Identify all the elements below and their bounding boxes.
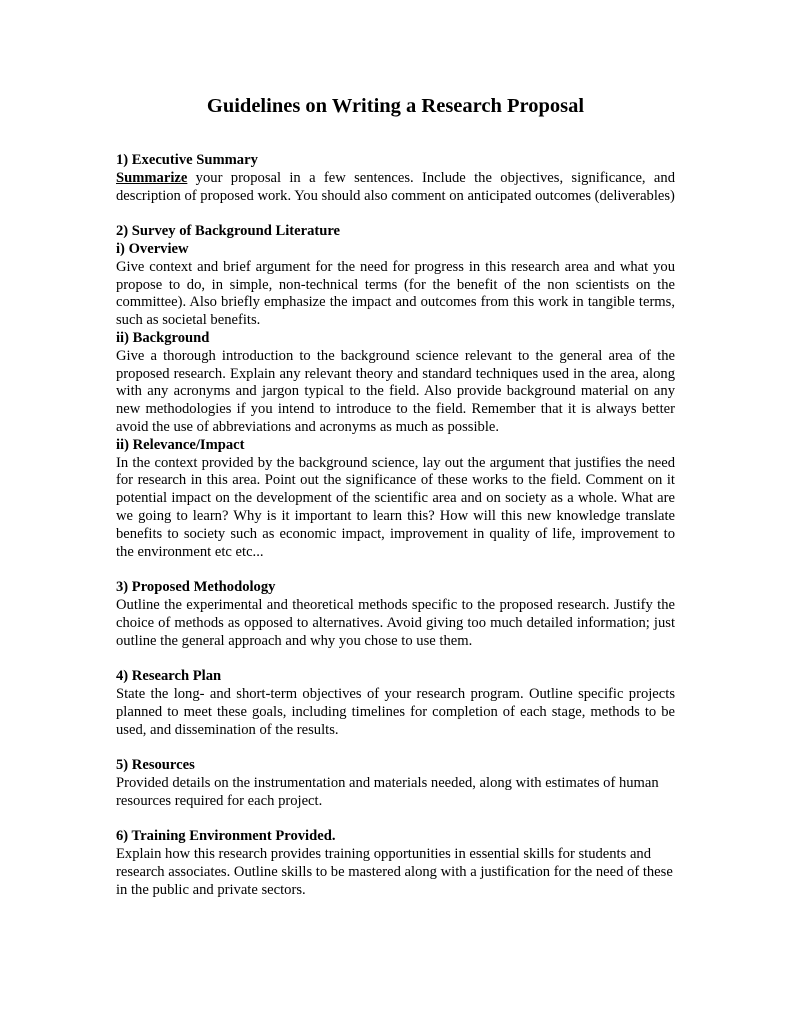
subsection-heading-relevance: ii) Relevance/Impact xyxy=(116,436,245,453)
subsection-text-overview: Give context and brief argument for the need for progress in this research area and what you propose to do, in simple, non-technical terms (for the benefit of the non scientists on the committee). Also briefly emphasize the impact and outcomes from this work in tangible terms, such as societal benefits. xyxy=(116,258,675,329)
section-heading: 5) Resources xyxy=(116,757,195,774)
subsection-heading-overview: i) Overview xyxy=(116,240,189,257)
section-text xyxy=(116,170,675,206)
section-heading: 6) Training Environment Provided. xyxy=(116,828,336,845)
emphasized-word: Summarize xyxy=(116,169,188,186)
section-training xyxy=(116,828,675,899)
subsection-heading-background: ii) Background xyxy=(116,329,210,346)
section-text-rest: your proposal in a few sentences. Include the objectives, significance, and description of proposed work. You should also comment on anticipated outcomes (deliverables) xyxy=(116,169,675,204)
section-heading: 2) Survey of Background Literature xyxy=(116,223,341,240)
document-body xyxy=(116,152,675,899)
section-text: Explain how this research provides training opportunities in essential skills for students and research associates. Outline skills to be mastered along with a justification for the need of these in the public and private sectors. xyxy=(116,846,673,898)
section-resources xyxy=(116,757,675,810)
section-heading: 3) Proposed Methodology xyxy=(116,579,276,596)
section-research-plan xyxy=(116,668,675,739)
section-text: Outline the experimental and theoretical methods specific to the proposed research. Justify the choice of methods as opposed to alternatives. Avoid giving too much detailed information; just outline the general approach and why you chose to use them. xyxy=(116,596,675,649)
section-background-literature xyxy=(116,223,675,561)
section-text: Provided details on the instrumentation and materials needed, along with estimates of human resources required for each project. xyxy=(116,774,659,809)
subsection-text-background: Give a thorough introduction to the background science relevant to the general area of the proposed research. Explain any relevant theory and standard techniques used in the area, along with any acronyms and jargon typical to the field. Also provide background material on any new methodologies if you intend to introduce to the field. Remember that it is always better avoid the use of abbreviations and acronyms as much as possible. xyxy=(116,347,675,435)
section-heading: 4) Research Plan xyxy=(116,668,222,685)
subsection-text-relevance: In the context provided by the background science, lay out the argument that justifies the need for research in this area. Point out the significance of these works to the field. Comment on it potential impact on the development of the scientific area and on society as a whole. What are we going to learn? Why is it important to learn this? How will this new knowledge translate benefits to society such as economic impact, improvement in quality of life, improvement to the environment etc etc... xyxy=(116,454,675,560)
section-text: State the long- and short-term objectives of your research program. Outline specific projects planned to meet these goals, including timelines for completion of each stage, methods to be used, and dissemination of the results. xyxy=(116,685,675,738)
section-executive-summary xyxy=(116,152,675,205)
section-methodology xyxy=(116,579,675,650)
section-heading: 1) Executive Summary xyxy=(116,152,258,168)
document-title: Guidelines on Writing a Research Proposal xyxy=(206,95,585,117)
